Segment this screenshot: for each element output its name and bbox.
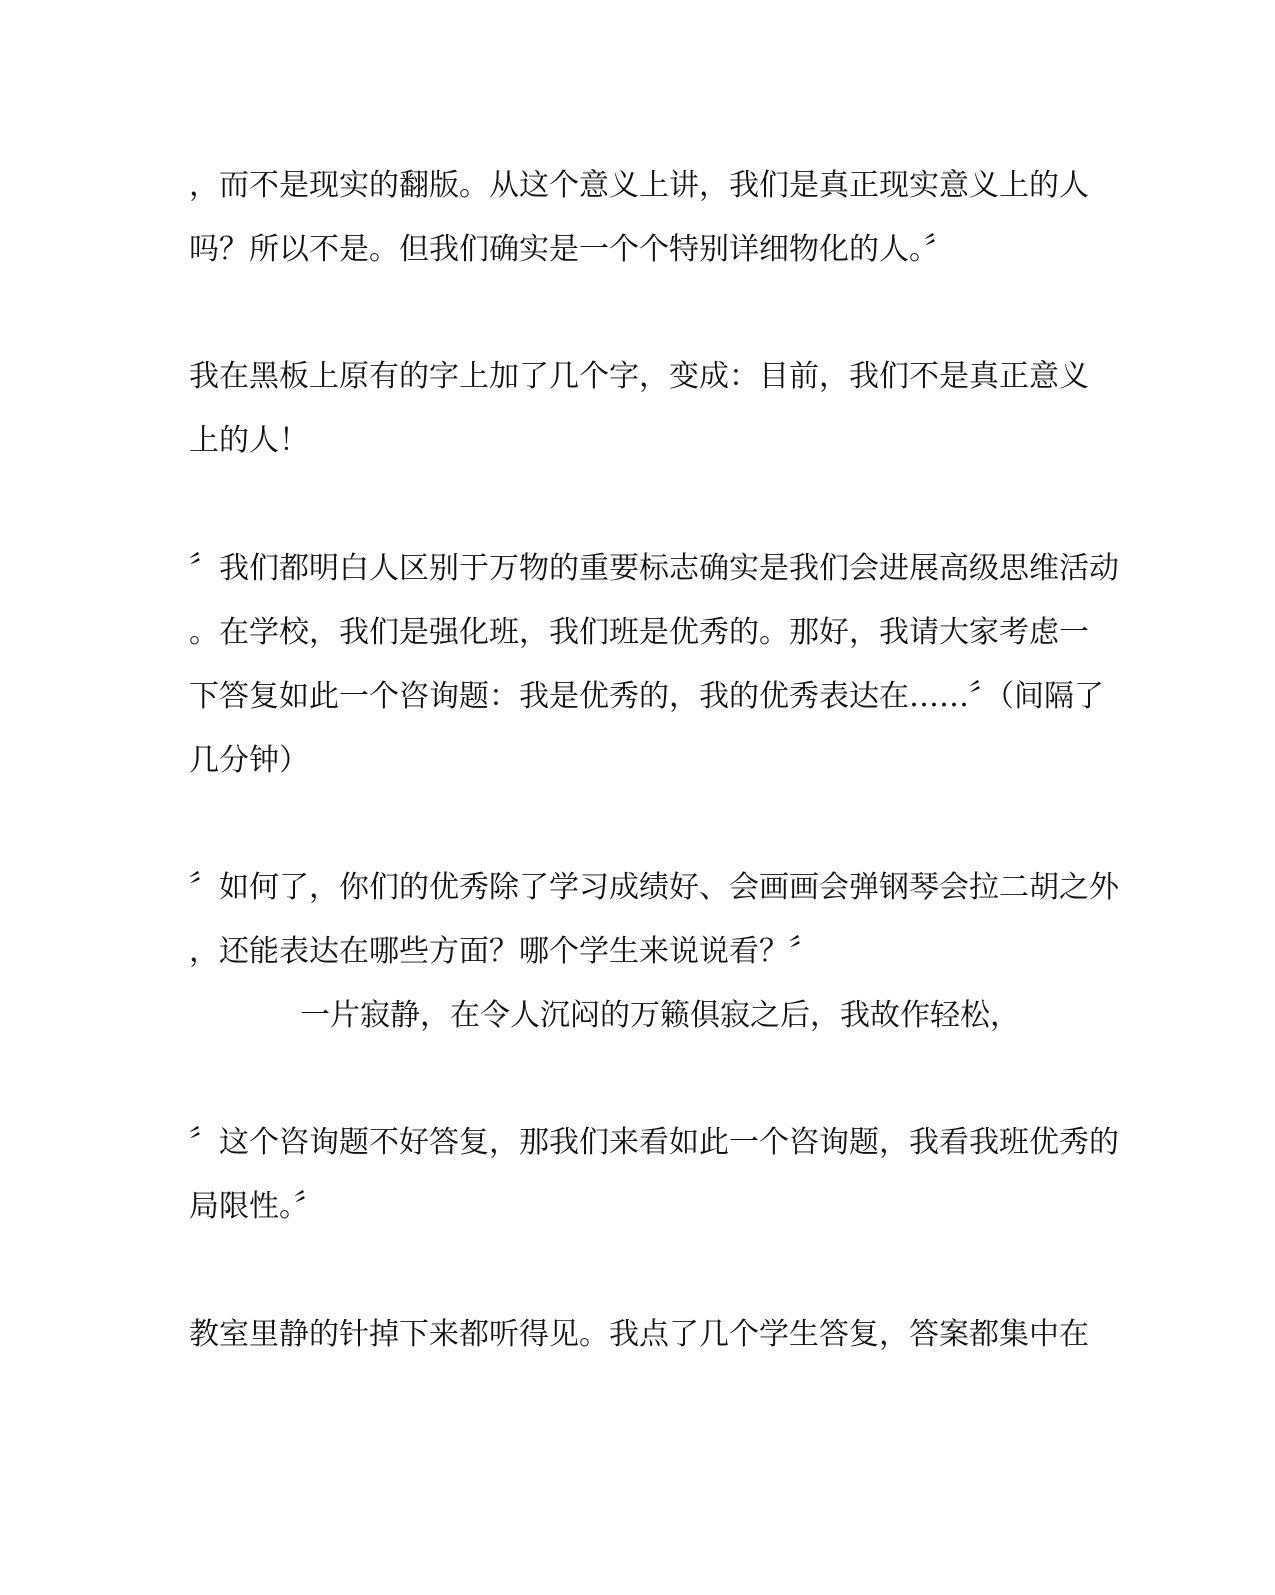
text-line: 〞我们都明白人区别于万物的重要标志确实是我们会进展高级思维活动 [189,551,1119,586]
text-line: 我在黑板上原有的字上加了几个字，变成：目前，我们不是真正意义 [189,359,1089,394]
text-line: 教室里静的针掉下来都听得见。我点了几个学生答复，答案都集中在 [189,1317,1089,1352]
text-line: ，还能表达在哪些方面？哪个学生来说说看？〞 [189,934,819,969]
text-line: 上的人！ [189,423,309,458]
text-line: 。在学校，我们是强化班，我们班是优秀的。那好，我请大家考虑一 [189,615,1089,650]
text-line: 〞如何了，你们的优秀除了学习成绩好、会画画会弹钢琴会拉二胡之外 [189,870,1119,905]
text-line: 局限性。〞 [189,1189,324,1224]
text-line: 吗？所以不是。但我们确实是一个个特别详细物化的人。〞 [189,232,954,267]
text-line-indented: 一片寂静，在令人沉闷的万籁俱寂之后，我故作轻松， [300,998,1020,1033]
text-line: 下答复如此一个咨询题：我是优秀的，我的优秀表达在……〞（间隔了 [189,679,1104,714]
text-line: 〞这个咨询题不好答复，那我们来看如此一个咨询题，我看我班优秀的 [189,1125,1119,1160]
text-line: 几分钟） [189,743,309,778]
text-line: ，而不是现实的翻版。从这个意义上讲，我们是真正现实意义上的人 [189,168,1089,203]
